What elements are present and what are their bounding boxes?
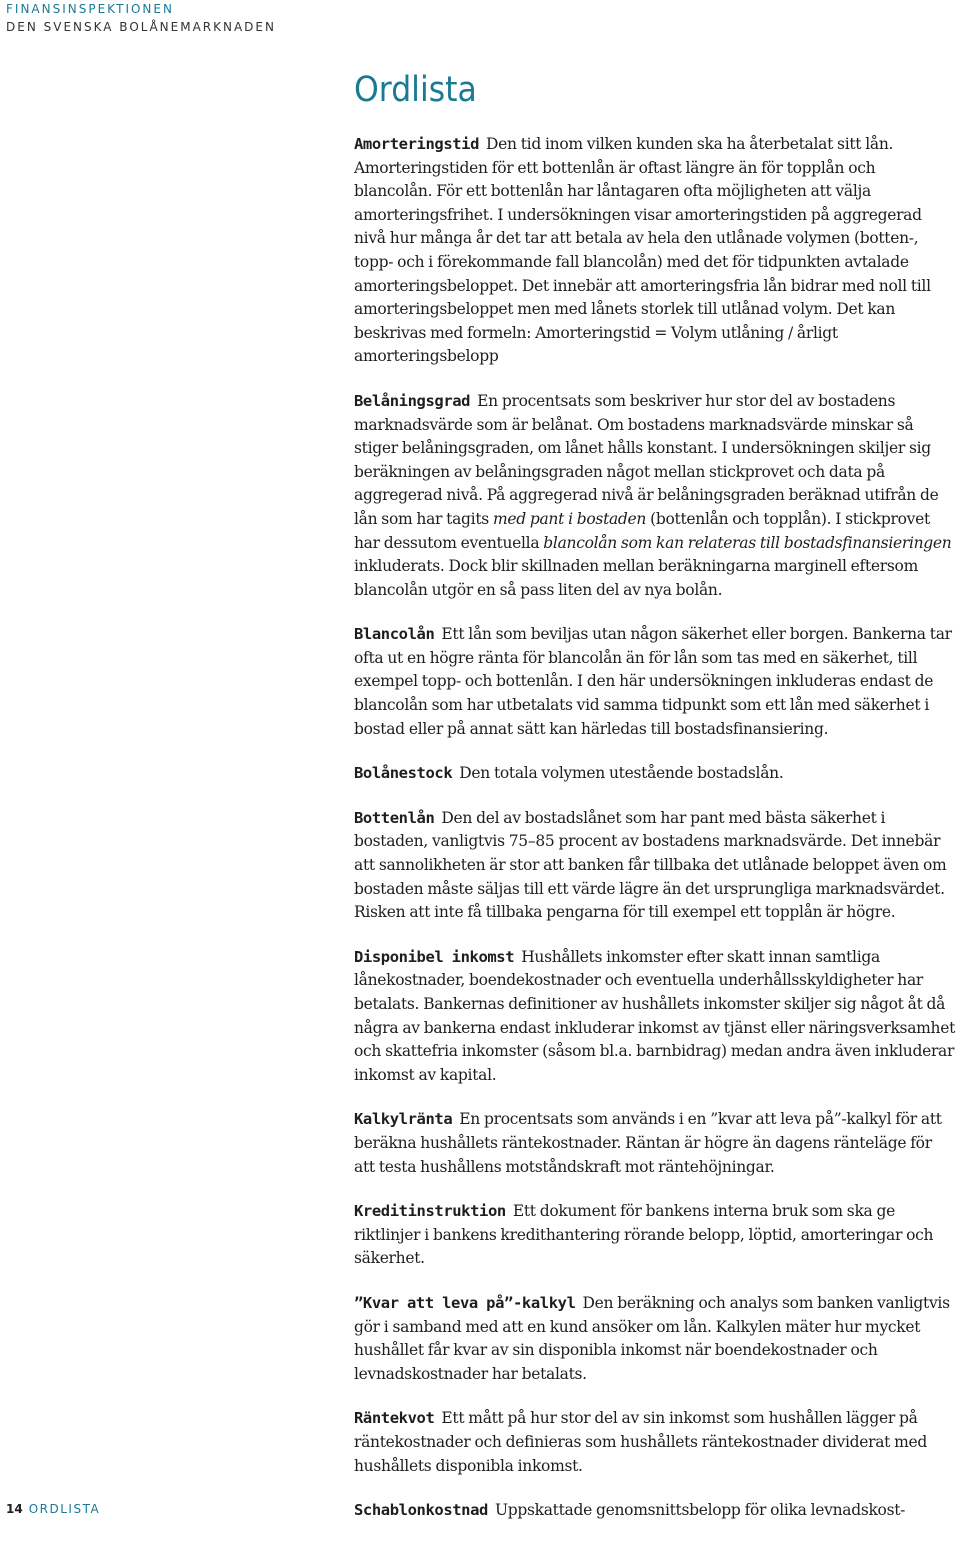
glossary-term: Amorteringstid <box>354 135 480 153</box>
header-organization: FINANSINSPEKTIONEN <box>6 2 174 16</box>
footer-section-title: ORDLISTA <box>28 1502 101 1516</box>
glossary-definition-part: (bottenlån och topplån). I stickprovet har dessutom eventuella <box>354 509 930 552</box>
page-number: 14 <box>6 1502 23 1516</box>
glossary-definition: Ett lån som beviljas utan någon säkerhet eller borgen. Bankerna tar ofta ut en högre ränta för blancolån än för lån som tas med en säkerhet, till exempel topp- och bottenlån. I den här undersökningen inkluderas endast de blancolån som har utbetalats vid samma tidpunkt som ett lån med säkerhet i bostad eller på annat sätt kan härledas till bostadsfinansiering. <box>354 625 952 738</box>
glossary-definition: Den beräkning och analys som banken vanligtvis gör i samband med att en kund ansöker om lån. Kalkylen mäter hur mycket hushållet får kvar av sin disponibla inkomst när boendekostnader och levnadskostnader har betalats. <box>354 1293 950 1383</box>
glossary <box>354 133 956 1544</box>
glossary-term: Kalkylränta <box>354 1110 453 1129</box>
glossary-definition-part: En procentsats som beskriver hur stor del av bostadens marknadsvärde som är belånat. Om bostadens marknadsvärde minskar så stiger belåningsgraden, om lånet hålls konstant. I undersökningen skiljer sig beräkningen av belåningsgraden något mellan stickprovet och data på aggregerad nivå. På aggregerad nivå är belåningsgraden beräknad utifrån de lån som har tagits <box>354 391 939 528</box>
glossary-definition: Den tid inom vilken kunden ska ha återbetalat sitt lån. Amorteringstiden för ett bottenlån är oftast längre än för topplån och blancolån. För ett bottenlån har låntagaren ofta möjligheten att välja amorteringsfrihet. I undersökningen visar amorteringstiden på aggregerad nivå hur många år det tar att betala av hela den utlånade volymen (botten-, topp- och i förekommande fall blancolån) med det för tidpunkten avtalade amorteringsbeloppet. Det innebär att amorteringsfria lån bidrar med noll till amorteringsbeloppet men med lånets storlek till utlånad volym. Det kan beskrivas med formeln: Amorteringstid = Volym utlåning / årligt amorteringsbelopp <box>354 135 931 366</box>
glossary-definition: Hushållets inkomster efter skatt innan samtliga lånekostnader, boendekostnader och eventuella underhållsskyldigheter har betalats. Bankernas definitioner av hushållets inkomster skiljer sig något åt då några av bankerna endast inkluderar inkomst av tjänst eller näringsverksamhet och skattefria inkomster (såsom bl.a. barnbidrag) medan andra även inkluderar inkomst av kapital. <box>354 947 956 1084</box>
header-publication: DEN SVENSKA BOLÅNEMARKNADEN <box>6 20 276 34</box>
glossary-entry-kreditinstruktion <box>354 1200 956 1271</box>
glossary-entry-rantekvot <box>354 1407 956 1478</box>
glossary-entry-kalkylranta <box>354 1108 956 1179</box>
glossary-definition-part: inkluderats. Dock blir skillnaden mellan beräkningarna marginell eftersom blancolån utgör en så pass liten del av nya bolån. <box>354 557 918 599</box>
glossary-definition-emphasis: med pant i bostaden <box>492 509 647 528</box>
glossary-term: Disponibel inkomst <box>354 947 515 966</box>
glossary-definition: Den del av bostadslånet som har pant med bästa säkerhet i bostaden, vanligtvis 75–85 procent av bostadens marknadsvärde. Det innebär att sannolikheten är stor att banken får tillbaka det utlånade beloppet även om bostaden måste säljas till ett värde lägre än det ursprungliga marknadsvärdet. Risken att inte få tillbaka pengarna för till exempel ett topplån är högre. <box>354 808 947 922</box>
running-head <box>6 0 276 36</box>
glossary-term: Blancolån <box>354 625 435 644</box>
glossary-term: Belåningsgrad <box>354 391 471 410</box>
glossary-definition: Den totala volymen utestående bostadslån. <box>459 764 784 783</box>
glossary-term: Kreditinstruktion <box>354 1202 506 1221</box>
glossary-entry-kvar-att-leva-pa <box>354 1292 956 1386</box>
page-title: Ordlista <box>354 70 477 110</box>
glossary-entry-blancolan <box>354 623 956 741</box>
glossary-entry-schablonkostnad <box>354 1499 956 1523</box>
glossary-definition: En procentsats som används i en ”kvar att leva på”-kalkyl för att beräkna hushållets räntekostnader. Räntan är högre än dagens ränteläge för att testa hushållens motståndskraft mot räntehöjningar. <box>354 1110 942 1176</box>
glossary-term: Schablonkostnad <box>354 1501 488 1520</box>
glossary-term: Bottenlån <box>354 808 435 827</box>
glossary-definition: Ett dokument för bankens interna bruk som ska ge riktlinjer i bankens kredithantering rörande belopp, löptid, amorteringar och säkerhet. <box>354 1202 934 1268</box>
glossary-entry-amorteringstid <box>354 133 956 369</box>
glossary-term: ”Kvar att leva på”-kalkyl <box>354 1293 576 1312</box>
glossary-term: Bolånestock <box>354 764 453 783</box>
glossary-entry-bolanestock <box>354 762 956 786</box>
glossary-entry-belaningsgrad <box>354 390 956 602</box>
glossary-definition-emphasis: blancolån som kan relateras till bostadsfinansieringen <box>543 533 952 552</box>
glossary-term: Räntekvot <box>354 1409 435 1428</box>
glossary-definition: Uppskattade genomsnittsbelopp för olika levnadskost- <box>494 1501 906 1520</box>
page-footer <box>6 1500 100 1518</box>
glossary-entry-disponibel-inkomst <box>354 946 956 1088</box>
glossary-entry-bottenlan <box>354 807 956 925</box>
glossary-definition: Ett mått på hur stor del av sin inkomst som hushållen lägger på räntekostnader och definieras som hushållets räntekostnader dividerat med hushållets disponibla inkomst. <box>354 1409 927 1475</box>
